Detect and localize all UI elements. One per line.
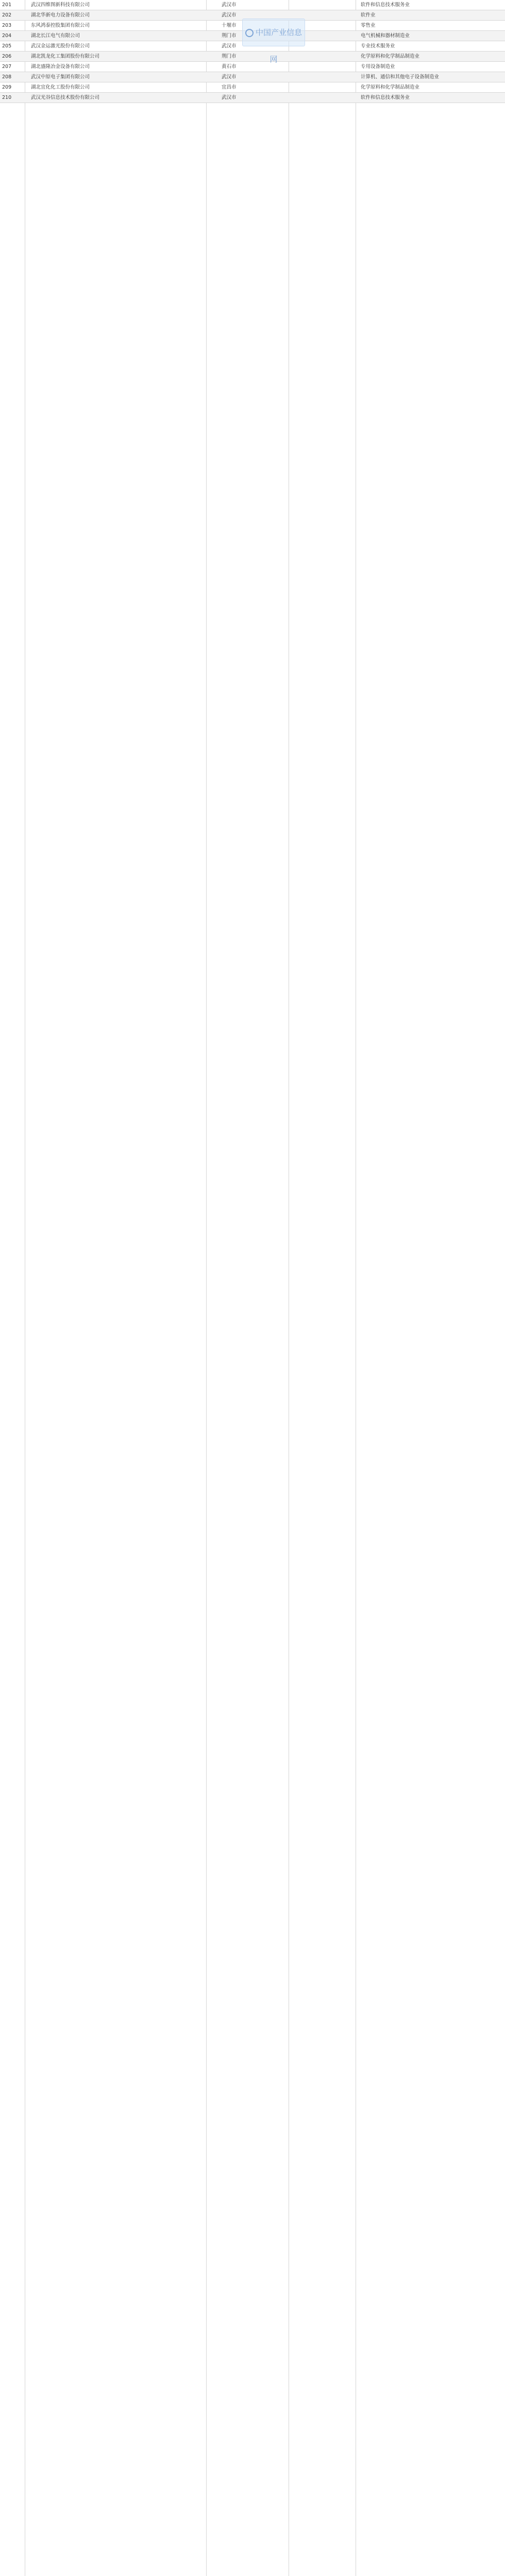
- industry: 零售业: [361, 23, 376, 28]
- row-number: 209: [2, 84, 12, 90]
- company-name: 东风鸿泰控股集团有限公司: [31, 23, 90, 28]
- industry: 软件和信息技术服务业: [361, 95, 410, 100]
- region: 荆门市: [222, 33, 237, 39]
- table-row: [0, 93, 505, 103]
- industry: 软件业: [361, 12, 376, 18]
- table-row: [0, 0, 505, 10]
- row-number: 205: [2, 43, 12, 49]
- region: 武汉市: [222, 12, 237, 18]
- industry: 电气机械和器材制造业: [361, 33, 410, 39]
- company-name: 武汉金运激光股份有限公司: [31, 43, 90, 49]
- industry: 计算机、通信和其他电子设备制造业: [361, 74, 440, 80]
- region: 黄石市: [222, 64, 237, 70]
- watermark-text: 中国产业信息网: [255, 28, 302, 64]
- company-name: 湖北盛隆冶金设备有限公司: [31, 64, 90, 70]
- industry: 化学原料和化学制品制造业: [361, 54, 420, 59]
- row-number: 210: [2, 95, 12, 100]
- company-name: 湖北华新电力设备有限公司: [31, 12, 90, 18]
- row-number: 203: [2, 23, 12, 28]
- row-number: 206: [2, 54, 12, 59]
- row-number: 204: [2, 33, 12, 39]
- region: 武汉市: [222, 74, 237, 80]
- row-number: 207: [2, 64, 12, 70]
- company-name: 武汉四维图新科技有限公司: [31, 2, 90, 8]
- row-number: 202: [2, 12, 12, 18]
- industry: 化学原料和化学制品制造业: [361, 84, 420, 90]
- watermark: [242, 19, 305, 64]
- company-name: 湖北凯龙化工集团股份有限公司: [31, 54, 100, 59]
- region: 荆门市: [222, 54, 237, 59]
- region: 武汉市: [222, 95, 237, 100]
- industry: 专用设备制造业: [361, 64, 395, 70]
- region: 武汉市: [222, 2, 237, 8]
- company-name: 湖北长江电气有限公司: [31, 33, 80, 39]
- industry: 软件和信息技术服务业: [361, 2, 410, 8]
- row-number: 201: [2, 2, 12, 8]
- table-row: [0, 52, 505, 62]
- company-name: 武汉中原电子集团有限公司: [31, 74, 90, 80]
- company-name: 湖北宜化化工股份有限公司: [31, 84, 90, 90]
- row-number: 208: [2, 74, 12, 80]
- region: 宜昌市: [222, 84, 237, 90]
- column-divider: [206, 0, 207, 2576]
- industry: 专业技术服务业: [361, 43, 395, 49]
- region: 武汉市: [222, 43, 237, 49]
- table-row: [0, 82, 505, 93]
- company-name: 武汉光谷信息技术股份有限公司: [31, 95, 100, 100]
- region: 十堰市: [222, 23, 237, 28]
- table-row: [0, 62, 505, 72]
- watermark-logo-icon: [245, 29, 254, 37]
- table-row: [0, 72, 505, 82]
